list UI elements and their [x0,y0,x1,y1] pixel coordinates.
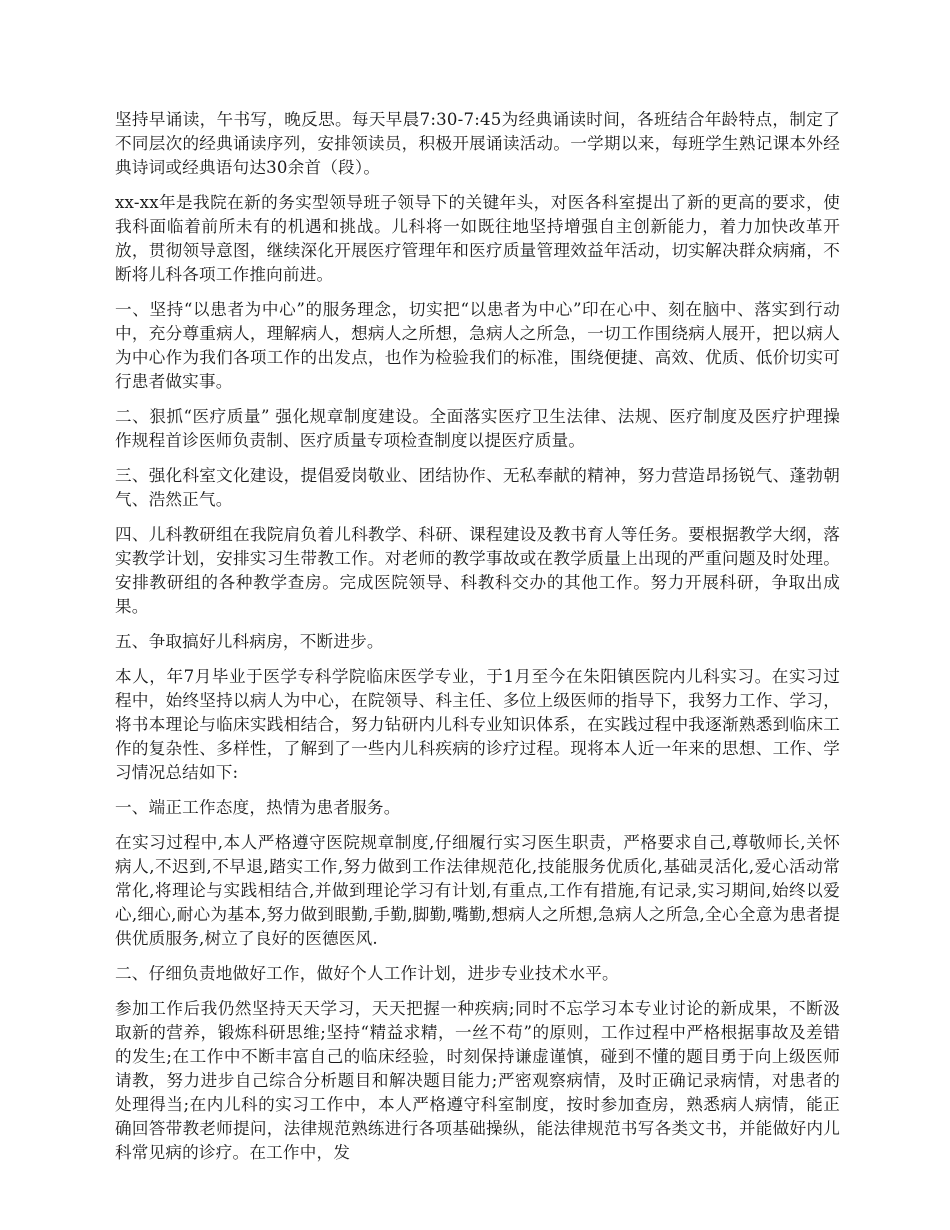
paragraph-item-4-teaching: 四、儿科教研组在我院肩负着儿科教学、科研、课程建设及教书育人等任务。要根据教学大纲，落实教学计划，安排实习生带教工作。对老师的教学事故或在教学质量上出现的严重问题及时处理。安排教研组的各种教学查房。完成医院领导、科教科交办的其他工作。努力开展科研，争取出成果。 [115,525,840,616]
paragraph-attitude-detail: 在实习过程中,本人严格遵守医院规章制度,仔细履行实习医生职责，严格要求自己,尊敬师长,关怀病人,不迟到,不早退,踏实工作,努力做到工作法律规范化,技能服务优质化,基础灵活化,爱心活动常常化,将理论与实践相结合,并做到理论学习有计划,有重点,工作有措施,有记录,实习期间,始终以爱心,细心,耐心为基本,努力做到眼勤,手勤,脚勤,嘴勤,想病人之所想,急病人之所急,全心全意为患者提供优质服务,树立了良好的医德医风. [115,833,840,948]
paragraph-item-3-culture: 三、强化科室文化建设，提倡爱岗敬业、团结协作、无私奉献的精神，努力营造昂扬锐气、蓬勃朝气、浩然正气。 [115,466,840,509]
document-page [115,108,840,1176]
paragraph-department-overview: xx-xx年是我院在新的务实型领导班子领导下的关键年头，对医各科室提出了新的更高的要求，使我科面临着前所未有的机遇和挑战。儿科将一如既往地坚持增强自主创新能力，着力加快改革开放，贯彻领导意图，继续深化开展医疗管理年和医疗质量管理效益年活动，切实解决群众病痛，不断将儿科各项工作推向前进。 [115,193,840,284]
paragraph-heading-attitude: 一、端正工作态度，热情为患者服务。 [115,798,401,817]
paragraph-reading-routine: 坚持早诵读，午书写，晚反思。每天早晨7:30-7:45为经典诵读时间，各班结合年龄特点，制定了不同层次的经典诵读序列，安排领读员，积极开展诵读活动。一学期以来，每班学生熟记课本外经典诗词或经典语句达30余首（段）。 [115,110,840,177]
paragraph-internship-intro: 本人，年7月毕业于医学专科学院临床医学专业，于1月至今在朱阳镇医院内儿科实习。在实习过程中，始终坚持以病人为中心，在院领导、科主任、多位上级医师的指导下，我努力工作、学习，将书本理论与临床实践相结合，努力钻研内儿科专业知识体系，在实践过程中我逐渐熟悉到临床工作的复杂性、多样性，了解到了一些内儿科疾病的诊疗过程。现将本人近一年来的思想、工作、学习情况总结如下: [115,667,840,782]
paragraph-heading-responsibility: 二、仔细负责地做好工作，做好个人工作计划，进步专业技术水平。 [115,964,619,983]
paragraph-responsibility-detail: 参加工作后我仍然坚持天天学习，天天把握一种疾病;同时不忘学习本专业讨论的新成果，不断汲取新的营养，锻炼科研思维;坚持“精益求精，一丝不苟”的原则，工作过程中严格根据事故及差错的发生;在工作中不断丰富自己的临床经验，时刻保持谦虚谨慎，碰到不懂的题目勇于向上级医师请教，努力进步自己综合分析题目和解决题目能力;严密观察病情，及时正确记录病情，对患者的处理得当;在内儿科的实习工作中，本人严格遵守科室制度，按时参加查房，熟悉病人病情，能正确回答带教老师提问，法律规范熟练进行各项基础操纵，能法律规范书写各类文书，并能做好内儿科常见病的诊疗。在工作中，发 [115,999,840,1162]
paragraph-item-5-ward: 五、争取搞好儿科病房，不断进步。 [115,632,384,651]
paragraph-item-2-medical-quality: 二、狠抓“医疗质量” 强化规章制度建设。全面落实医疗卫生法律、法规、医疗制度及医疗护理操作规程首诊医师负责制、医疗质量专项检查制度以提医疗质量。 [115,407,840,450]
paragraph-item-1-patient-centered: 一、坚持“以患者为中心”的服务理念，切实把“以患者为中心”印在心中、刻在脑中、落实到行动中，充分尊重病人，理解病人，想病人之所想，急病人之所急，一切工作围绕病人展开，把以病人为中心作为我们各项工作的出发点，也作为检验我们的标准，围绕便捷、高效、优质、低价切实可行患者做实事。 [115,300,840,391]
